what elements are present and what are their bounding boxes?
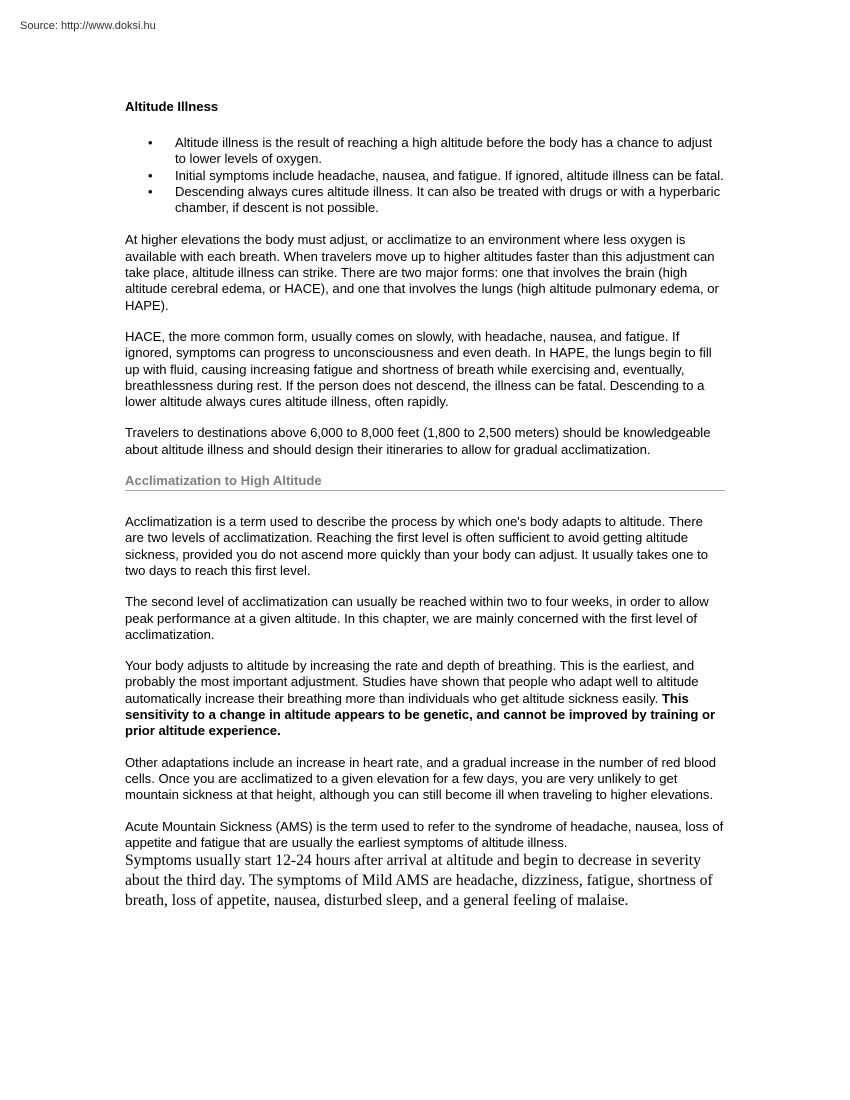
genetic-emphasis: This sensitivity to a change in altitude appears to be genetic, and cannot be improved by training or prior altitude experience. bbox=[125, 690, 716, 739]
source-attribution: Source: http://www.doksi.hu bbox=[20, 20, 156, 32]
list-item bbox=[148, 135, 725, 168]
list-item bbox=[148, 183, 725, 217]
symptoms-paragraph: Symptoms usually start 12-24 hours after arrival at altitude and begin to decrease in severity about the third day. The symptoms of Mild AMS are headache, dizziness, fatigue, shortness of breath, loss of appetite, nausea, disturbed sleep, and a general feeling of malaise. bbox=[125, 852, 713, 910]
breathing-paragraph bbox=[125, 658, 725, 739]
bullet-icon: • bbox=[148, 135, 153, 150]
page-title: Altitude Illness bbox=[125, 99, 219, 114]
hace-hape-paragraph: HACE, the more common form, usually comes on slowly, with headache, nausea, and fatigue. If ignored, symptoms can progress to unconsciousness and even death. In HAPE, the lungs begin to fill up with fluid, causing increasing fatigue and shortness of breath while exercising and, eventually, breathlessness during rest. If the person does not descend, the illness can be fatal. Descending to a lower altitude always cures altitude illness, often rapidly. bbox=[125, 328, 712, 410]
travelers-paragraph: Travelers to destinations above 6,000 to 8,000 feet (1,800 to 2,500 meters) should be knowledgeable about altitude illness and should design their itineraries to allow for gradual acclimatization. bbox=[125, 425, 711, 457]
section-heading: Acclimatization to High Altitude bbox=[125, 473, 725, 491]
bullet-text: Altitude illness is the result of reaching a high altitude before the body has a chance to adjust to lower levels of oxygen. bbox=[175, 135, 713, 167]
list-item bbox=[148, 167, 725, 184]
breathing-text: Your body adjusts to altitude by increasing the rate and depth of breathing. This is the earliest, and probably the most important adjustment. Studies have shown that people who adapt well to altitude automatically increase their breathing more than individuals who get altitude sickness easily. bbox=[125, 658, 699, 706]
adaptations-paragraph: Other adaptations include an increase in heart rate, and a gradual increase in the number of red blood cells. Once you are acclimatized to a given elevation for a few days, you are very unlikely to get mountain sickness at that height, although you can still become ill when traveling to higher elevations. bbox=[125, 754, 717, 803]
bullet-icon: • bbox=[148, 183, 153, 199]
ams-paragraph: Acute Mountain Sickness (AMS) is the term used to refer to the syndrome of headache, nausea, loss of appetite and fatigue that are usually the earliest symptoms of altitude illness. bbox=[125, 818, 724, 850]
document-body bbox=[125, 99, 725, 911]
acclimatization-definition-paragraph: Acclimatization is a term used to describe the process by which one's body adapts to altitude. There are two levels of acclimatization. Reaching the first level is often sufficient to avoid getting altitude sickness, provided you do not ascend more quickly than your body can adjust. It usually takes one to two days to reach this first level. bbox=[125, 514, 709, 578]
bullet-text: Initial symptoms include headache, nausea, and fatigue. If ignored, altitude illness can be fatal. bbox=[175, 167, 724, 183]
bullet-text: Descending always cures altitude illness. It can also be treated with drugs or with a hyperbaric chamber, if descent is not possible. bbox=[175, 183, 721, 216]
second-level-paragraph: The second level of acclimatization can usually be reached within two to four weeks, in order to allow peak performance at a given altitude. In this chapter, we are mainly concerned with the first level of acclimatization. bbox=[125, 594, 709, 642]
bullet-icon: • bbox=[148, 167, 153, 183]
summary-bullet-list bbox=[125, 135, 725, 216]
intro-paragraph: At higher elevations the body must adjust, or acclimatize to an environment where less oxygen is available with each breath. When travelers move up to higher altitudes faster than this adjustment can take place, altitude illness can strike. There are two major forms: one that involves the brain (high altitude cerebral edema, or HACE), and one that involves the lungs (high altitude pulmonary edema, or HAPE). bbox=[125, 232, 719, 313]
